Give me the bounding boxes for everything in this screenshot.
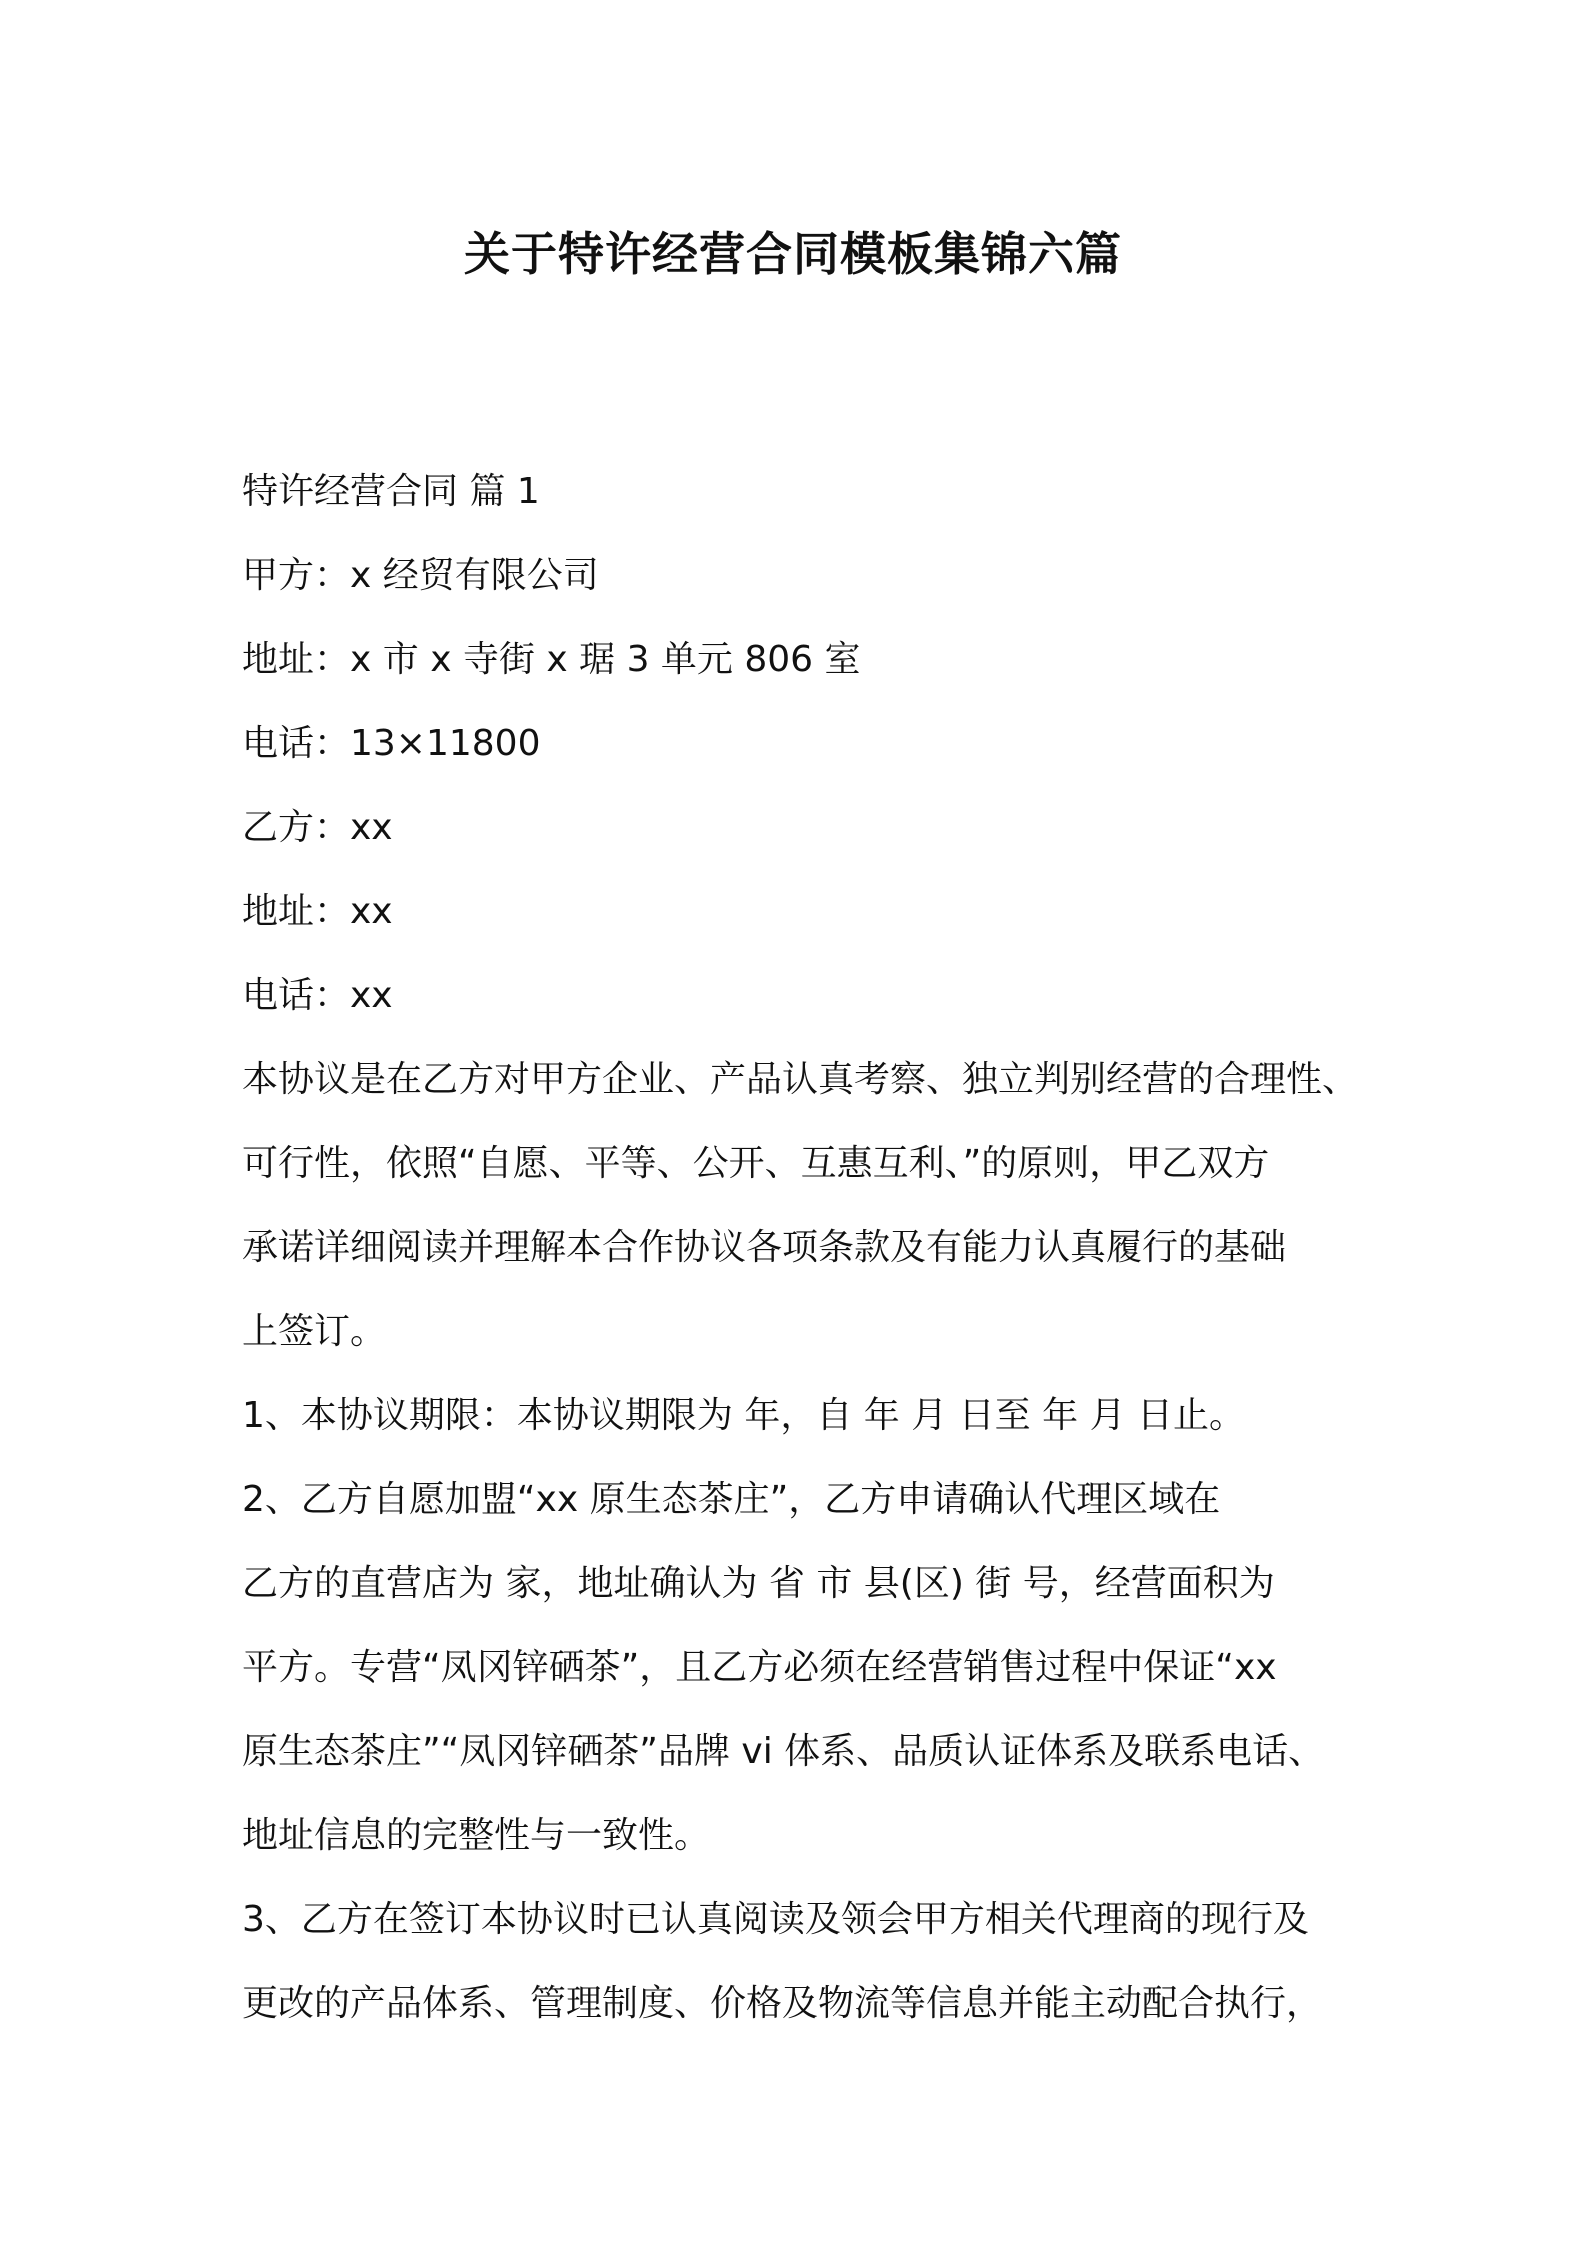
paragraph-line: 3、乙方在签订本协议时已认真阅读及领会甲方相关代理商的现行及 <box>242 1899 1309 1940</box>
section-heading: 特许经营合同 篇 1 <box>242 471 540 512</box>
paragraph-line: 原生态茶庄”“凤冈锌硒茶”品牌 vi 体系、品质认证体系及联系电话、 <box>242 1731 1325 1772</box>
document-body <box>242 450 1362 2046</box>
paragraph-line: 更改的产品体系、管理制度、价格及物流等信息并能主动配合执行， <box>242 1983 1323 2024</box>
paragraph-line: 承诺详细阅读并理解本合作协议各项条款及有能力认真履行的基础 <box>242 1227 1287 1268</box>
party-b-address: 地址：xx <box>242 891 393 932</box>
paragraph-line: 本协议是在乙方对甲方企业、产品认真考察、独立判别经营的合理性、 <box>242 1059 1359 1100</box>
paragraph-line: 地址信息的完整性与一致性。 <box>242 1815 711 1856</box>
clause-3 <box>242 1878 1362 2046</box>
paragraph-line: 可行性，依照“自愿、平等、公开、互惠互利、”的原则，甲乙双方 <box>242 1143 1270 1184</box>
party-a-phone: 电话：13×11800 <box>242 723 541 764</box>
intro-paragraph <box>242 1038 1362 1374</box>
clause-1: 1、本协议期限：本协议期限为 年，自 年 月 日至 年 月 日止。 <box>242 1395 1246 1436</box>
paragraph-line: 2、乙方自愿加盟“xx 原生态茶庄”，乙方申请确认代理区域在 <box>242 1479 1221 1520</box>
clause-2 <box>242 1458 1362 1878</box>
document-title: 关于特许经营合同模板集锦六篇 <box>464 227 1122 281</box>
paragraph-line: 上签订。 <box>242 1311 387 1352</box>
party-a-name: 甲方：x 经贸有限公司 <box>242 555 599 596</box>
party-b-name: 乙方：xx <box>242 807 393 848</box>
paragraph-line: 平方。专营“凤冈锌硒茶”，且乙方必须在经营销售过程中保证“xx <box>242 1647 1277 1688</box>
party-b-phone: 电话：xx <box>242 975 393 1016</box>
paragraph-line: 乙方的直营店为 家，地址确认为 省 市 县(区) 街 号，经营面积为 <box>242 1563 1275 1604</box>
party-a-address: 地址：x 市 x 寺街 x 琚 3 单元 806 室 <box>242 639 861 680</box>
